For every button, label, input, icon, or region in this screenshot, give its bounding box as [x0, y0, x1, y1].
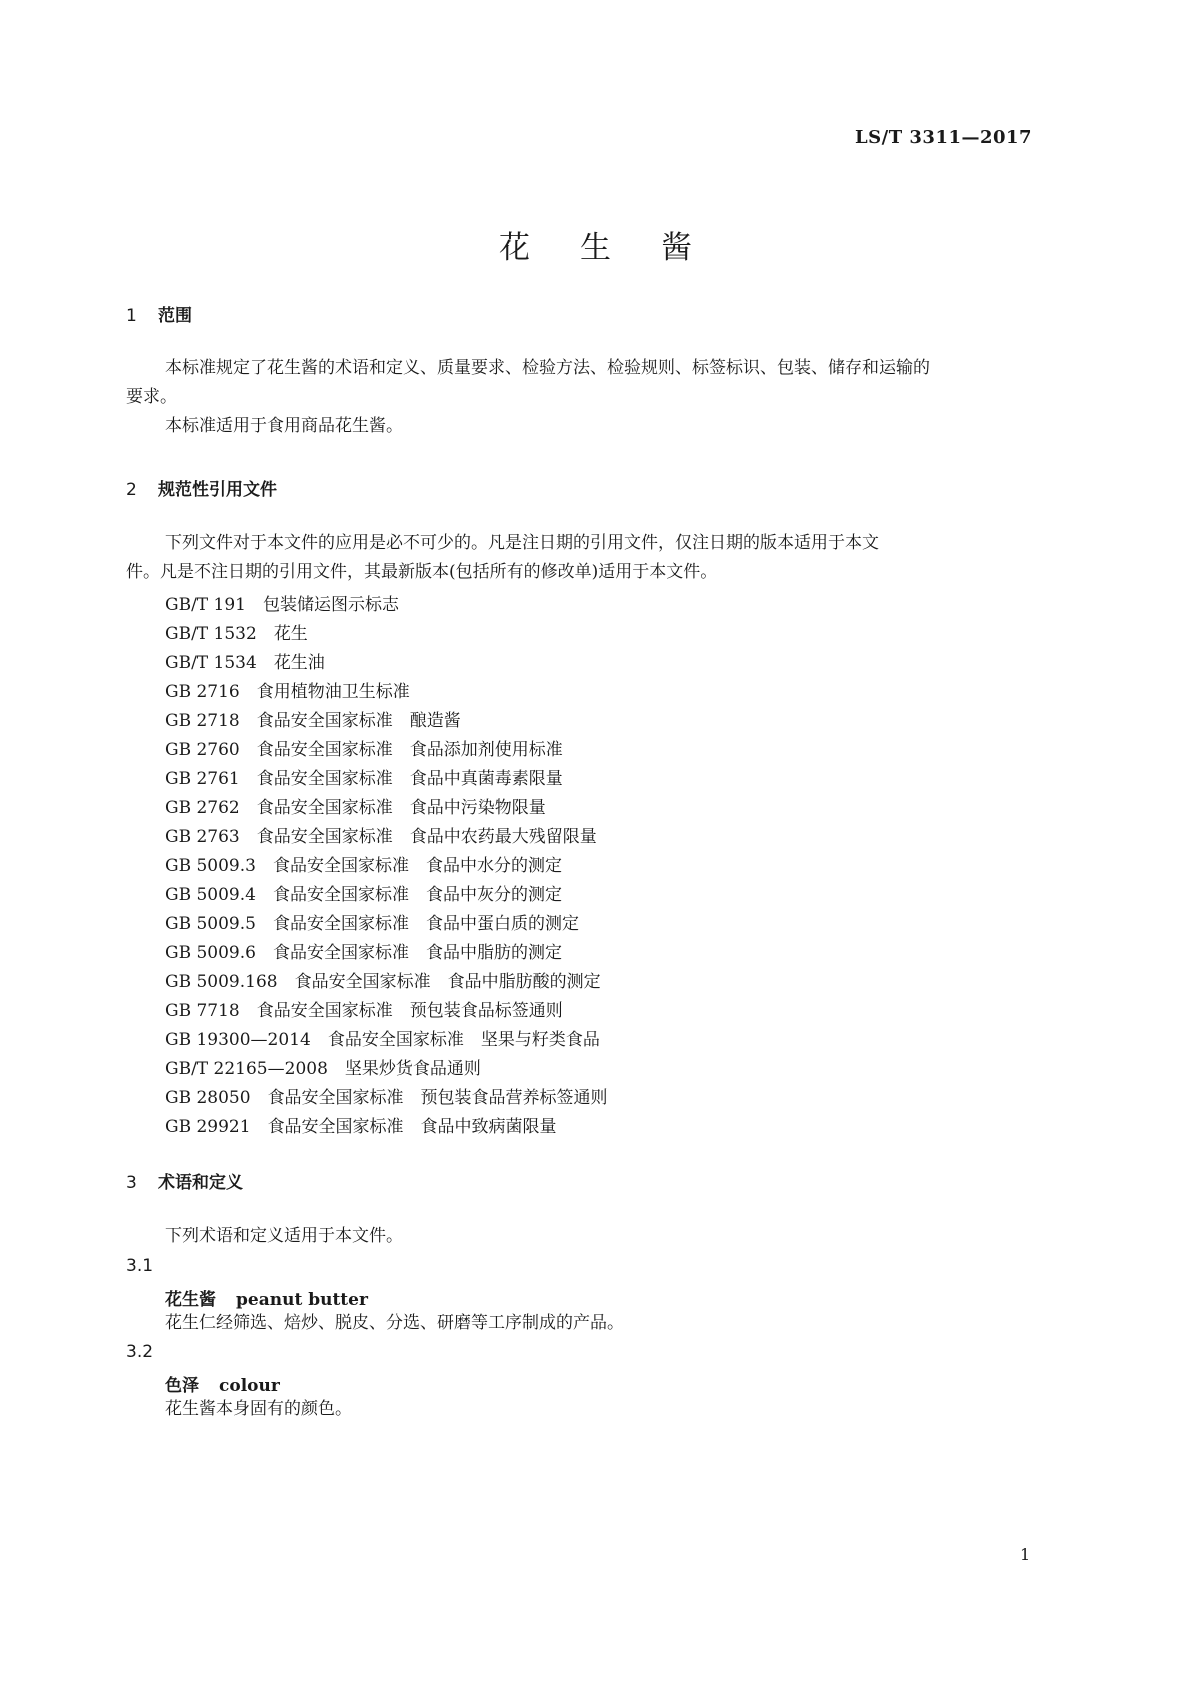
reference-gap: [240, 827, 257, 847]
reference-item: [165, 1083, 608, 1108]
section-1-heading: [126, 301, 192, 326]
section-title: 术语和定义: [158, 1173, 243, 1193]
reference-title: 食品安全国家标准 食品中脂肪的测定: [272, 943, 562, 963]
paragraph-line: 本标准规定了花生酱的术语和定义、质量要求、检验方法、检验规则、标签标识、包装、储存和运输的: [165, 358, 930, 378]
reference-item: [165, 851, 562, 876]
reference-item: [165, 619, 308, 644]
term-en: colour: [219, 1376, 280, 1396]
term-definition: 花生酱本身固有的颜色。: [165, 1399, 352, 1419]
reference-code: GB 7718: [165, 1001, 240, 1021]
reference-title: 食品安全国家标准 食品中灰分的测定: [272, 885, 562, 905]
reference-gap: [256, 885, 273, 905]
reference-title: 食品安全国家标准 预包装食品营养标签通则: [267, 1088, 608, 1108]
paragraph-line: 本标准适用于食用商品花生酱。: [165, 416, 403, 436]
document-title: 花生酱: [499, 230, 742, 266]
standard-code: LS/T 3311—2017: [855, 127, 1033, 148]
reference-item: [165, 706, 461, 731]
reference-gap: [278, 972, 295, 992]
reference-gap: [251, 1117, 268, 1137]
section-3-heading: [126, 1168, 243, 1193]
reference-code: GB 2716: [165, 682, 240, 702]
reference-item: [165, 938, 562, 963]
reference-title: 食品安全国家标准 食品中真菌毒素限量: [256, 769, 563, 789]
reference-item: [165, 677, 410, 702]
term-heading: [165, 1371, 280, 1396]
section-number: 2: [126, 480, 137, 500]
reference-title: 食品安全国家标准 食品中蛋白质的测定: [272, 914, 579, 934]
reference-title: 食用植物油卫生标准: [256, 682, 410, 702]
reference-title: 包装储运图示标志: [263, 595, 399, 615]
paragraph-line: 件。凡是不注日期的引用文件，其最新版本(包括所有的修改单)适用于本文件。: [126, 562, 718, 582]
section-title: 规范性引用文件: [158, 480, 277, 500]
term-heading: [165, 1285, 368, 1310]
reference-code: GB 5009.168: [165, 972, 278, 992]
reference-gap: [257, 624, 274, 644]
reference-title: 食品安全国家标准 食品中农药最大残留限量: [256, 827, 597, 847]
reference-gap: [257, 653, 274, 673]
reference-item: [165, 793, 546, 818]
reference-gap: [311, 1030, 328, 1050]
reference-title: 食品安全国家标准 坚果与籽类食品: [327, 1030, 600, 1050]
reference-gap: [256, 914, 273, 934]
reference-title: 食品安全国家标准 食品添加剂使用标准: [256, 740, 563, 760]
reference-code: GB/T 191: [165, 595, 246, 615]
reference-title: 坚果炒货食品通则: [344, 1059, 481, 1079]
reference-gap: [246, 595, 263, 615]
reference-item: [165, 967, 601, 992]
reference-code: GB 2718: [165, 711, 240, 731]
paragraph-line: 下列术语和定义适用于本文件。: [165, 1226, 403, 1246]
reference-gap: [240, 798, 257, 818]
reference-item: [165, 590, 399, 615]
reference-gap: [328, 1059, 345, 1079]
reference-item: [165, 764, 563, 789]
reference-code: GB/T 22165—2008: [165, 1059, 328, 1079]
reference-title: 食品安全国家标准 食品中致病菌限量: [267, 1117, 557, 1137]
reference-item: [165, 996, 563, 1021]
reference-code: GB 2763: [165, 827, 240, 847]
reference-title: 花生: [273, 624, 308, 644]
reference-code: GB 5009.3: [165, 856, 256, 876]
section-title: 范围: [158, 306, 192, 326]
reference-code: GB 5009.5: [165, 914, 256, 934]
reference-code: GB 29921: [165, 1117, 251, 1137]
term-en: peanut butter: [236, 1290, 368, 1310]
section-2-heading: [126, 475, 277, 500]
reference-title: 食品安全国家标准 食品中脂肪酸的测定: [294, 972, 601, 992]
reference-item: [165, 822, 597, 847]
section-number: 1: [126, 306, 137, 326]
reference-item: [165, 1112, 557, 1137]
page-number: 1: [1020, 1545, 1031, 1564]
reference-code: GB 2761: [165, 769, 240, 789]
reference-item: [165, 735, 563, 760]
reference-code: GB 5009.4: [165, 885, 256, 905]
reference-item: [165, 1054, 481, 1079]
reference-item: [165, 880, 562, 905]
reference-title: 食品安全国家标准 预包装食品标签通则: [256, 1001, 563, 1021]
reference-gap: [240, 1001, 257, 1021]
reference-gap: [240, 769, 257, 789]
term-number: 3.2: [126, 1342, 154, 1362]
reference-gap: [256, 943, 273, 963]
reference-gap: [240, 740, 257, 760]
reference-code: GB 19300—2014: [165, 1030, 311, 1050]
reference-code: GB 28050: [165, 1088, 251, 1108]
reference-gap: [240, 711, 257, 731]
reference-title: 食品安全国家标准 酿造酱: [256, 711, 461, 731]
term-definition: 花生仁经筛选、焙炒、脱皮、分选、研磨等工序制成的产品。: [165, 1313, 624, 1333]
term-number: 3.1: [126, 1256, 154, 1276]
reference-gap: [240, 682, 257, 702]
reference-item: [165, 648, 325, 673]
paragraph-line: 下列文件对于本文件的应用是必不可少的。凡是注日期的引用文件，仅注日期的版本适用于本文: [165, 533, 879, 553]
term-zh: 色泽: [165, 1376, 199, 1396]
reference-title: 食品安全国家标准 食品中水分的测定: [272, 856, 562, 876]
reference-code: GB/T 1532: [165, 624, 257, 644]
term-zh: 花生酱: [165, 1290, 216, 1310]
reference-code: GB/T 1534: [165, 653, 257, 673]
reference-item: [165, 1025, 600, 1050]
reference-code: GB 2760: [165, 740, 240, 760]
section-number: 3: [126, 1173, 137, 1193]
reference-gap: [251, 1088, 268, 1108]
reference-code: GB 5009.6: [165, 943, 256, 963]
reference-code: GB 2762: [165, 798, 240, 818]
reference-gap: [256, 856, 273, 876]
reference-item: [165, 909, 579, 934]
reference-title: 食品安全国家标准 食品中污染物限量: [256, 798, 546, 818]
reference-title: 花生油: [273, 653, 325, 673]
paragraph-line: 要求。: [126, 387, 177, 407]
